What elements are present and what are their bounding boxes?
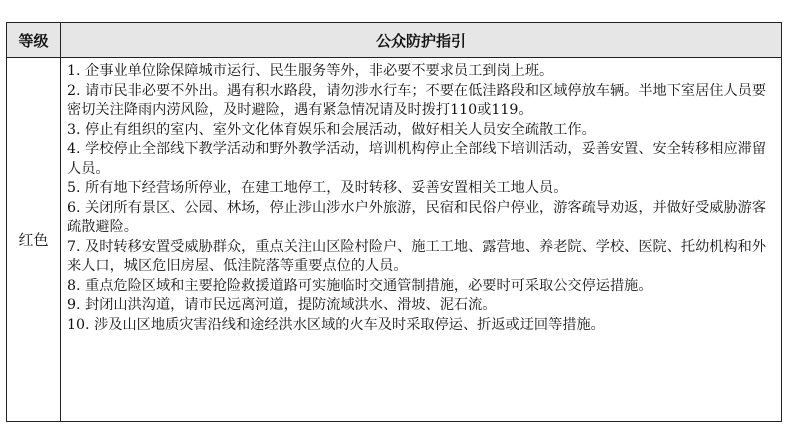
header-level: 等级 bbox=[7, 23, 61, 58]
header-guidance: 公众防护指引 bbox=[61, 23, 782, 58]
guidance-item-4: 4. 学校停止全部线下教学活动和野外教学活动，培训机构停止全部线下培训活动，妥善安置、安全转移相应滞留人员。 bbox=[67, 141, 767, 177]
guidance-item-6: 6. 关闭所有景区、公园、林场，停止涉山涉水户外旅游，民宿和民俗户停业，游客疏导劝返，并做好受威胁游客疏散避险。 bbox=[67, 199, 767, 235]
guidance-item-1: 1. 企事业单位除保障城市运行、民生服务等外，非必要不要求员工到岗上班。 bbox=[67, 63, 554, 79]
guidance-item-3: 3. 停止有组织的室内、室外文化体育娱乐和会展活动，做好相关人员安全疏散工作。 bbox=[67, 121, 596, 138]
guidance-item-2: 2. 请市民非必要不外出。遇有积水路段，请勿涉水行车；不要在低洼路段和区域停放车辆。半地下室居住人员要密切关注降雨内涝风险，及时避险，遇有紧急情况请及时拨打110或119。 bbox=[67, 82, 767, 118]
guidance-item-7: 7. 及时转移安置受威胁群众，重点关注山区险村险户、施工工地、露营地、养老院、学校、医院、托幼机构和外来人口，城区危旧房屋、低洼院落等重要点位的人员。 bbox=[67, 238, 767, 274]
level-cell: 红色 bbox=[7, 58, 61, 422]
guidance-item-10: 10. 涉及山区地质灾害沿线和途经洪水区域的火车及时采取停运、折返或迂回等措施。 bbox=[67, 316, 605, 333]
guidance-cell bbox=[61, 58, 782, 422]
table-header-row bbox=[7, 23, 782, 58]
guidance-item-9: 9. 封闭山洪沟道，请市民远离河道，提防流域洪水、滑坡、泥石流。 bbox=[67, 297, 497, 313]
guidance-table bbox=[6, 22, 782, 422]
guidance-item-5: 5. 所有地下经营场所停业，在建工地停工，及时转移、妥善安置相关工地人员。 bbox=[67, 180, 568, 196]
table-row bbox=[7, 58, 782, 422]
guidance-item-8: 8. 重点危险区域和主要抢险救援道路可实施临时交通管制措施，必要时可采取公交停运措施。 bbox=[67, 277, 653, 294]
